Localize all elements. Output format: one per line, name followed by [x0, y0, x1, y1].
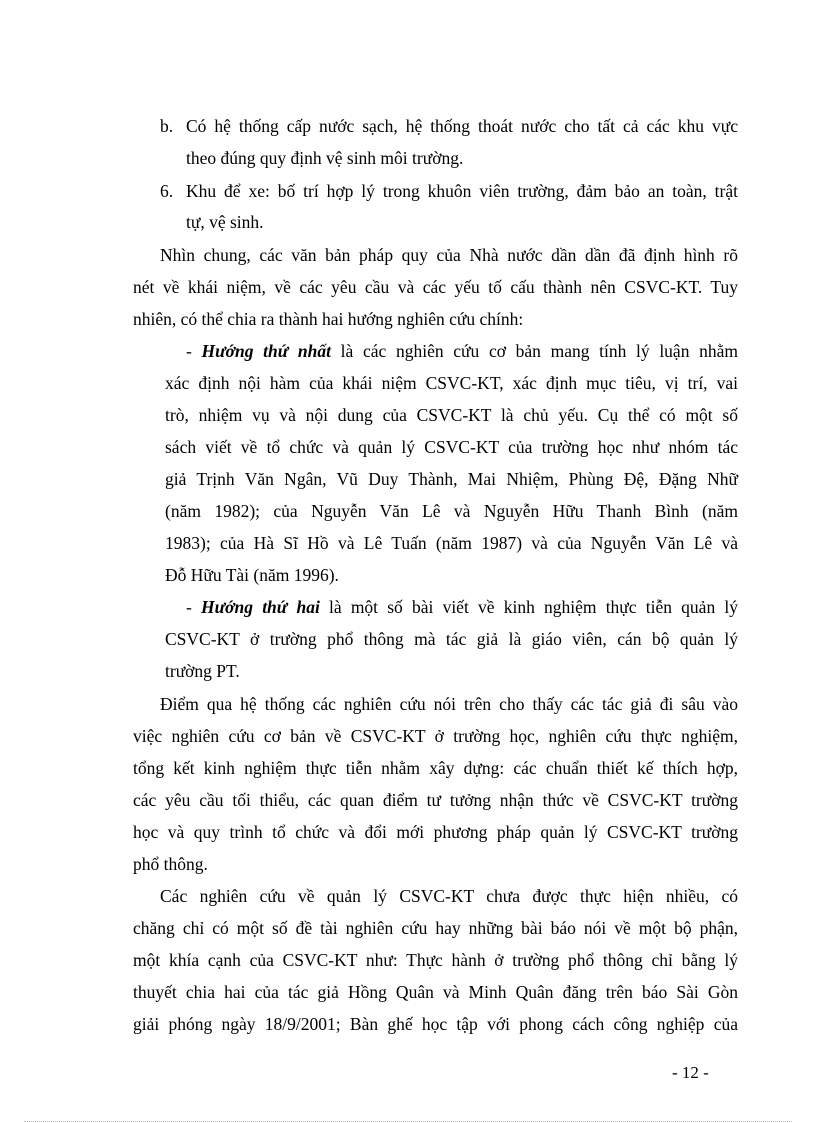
list-marker-6: 6.	[160, 181, 174, 201]
direction-1-line-8: Đỗ Hữu Tài (năm 1996).	[165, 565, 339, 585]
list-item-6-line-2: tự, vệ sinh.	[186, 212, 264, 232]
paragraph-1-line-2: nét về khái niệm, về các yêu cầu và các yếu tố cấu thành nên CSVC-KT. Tuy	[133, 277, 738, 297]
direction-1-line-2: xác định nội hàm của khái niệm CSVC-KT, xác định mục tiêu, vị trí, vai	[165, 373, 738, 393]
list-marker-b: b.	[160, 116, 174, 136]
paragraph-3-line-2: chăng chỉ có một số đề tài nghiên cứu hay những bài báo nói về một bộ phận,	[133, 918, 738, 938]
direction-1-line-1	[186, 340, 738, 362]
paragraph-1-line-3: nhiên, có thể chia ra thành hai hướng nghiên cứu chính:	[133, 309, 524, 329]
paragraph-3-line-3: một khía cạnh của CSVC-KT như: Thực hành ở trường phổ thông chỉ bằng lý	[133, 950, 738, 970]
direction-1-term: Hướng thứ nhất	[201, 341, 331, 361]
footer-dotted-divider	[24, 1121, 792, 1122]
paragraph-3-line-1: Các nghiên cứu về quản lý CSVC-KT chưa được thực hiện nhiều, có	[160, 886, 738, 906]
paragraph-3-line-4: thuyết chia hai của tác giả Hồng Quân và Minh Quân đăng trên báo Sài Gòn	[133, 982, 738, 1002]
direction-2-term: Hướng thứ hai	[201, 597, 320, 617]
direction-1-line-1-rest: là các nghiên cứu cơ bản mang tính lý luận nhằm	[331, 341, 739, 361]
paragraph-2-line-3: tổng kết kinh nghiệm thực tiễn nhằm xây dựng: các chuẩn thiết kế thích hợp,	[133, 758, 738, 778]
paragraph-1-line-1: Nhìn chung, các văn bản pháp quy của Nhà nước dần dần đã định hình rõ	[160, 245, 738, 265]
page-number: - 12 -	[672, 1063, 709, 1082]
paragraph-3-line-5: giải phóng ngày 18/9/2001; Bàn ghế học tập với phong cách công nghiệp của	[133, 1014, 738, 1034]
paragraph-2-line-4: các yêu cầu tối thiểu, các quan điểm tư tưởng nhận thức về CSVC-KT trường	[133, 790, 738, 810]
direction-1-line-6: (năm 1982); của Nguyễn Văn Lê và Nguyễn Hữu Thanh Bình (năm	[165, 501, 738, 521]
direction-1-line-3: trò, nhiệm vụ và nội dung của CSVC-KT là chủ yếu. Cụ thể có một số	[165, 405, 738, 425]
paragraph-2-line-5: học và quy trình tổ chức và đổi mới phương pháp quản lý CSVC-KT trường	[133, 822, 738, 842]
paragraph-2-line-2: việc nghiên cứu cơ bản về CSVC-KT ở trường học, nghiên cứu thực nghiệm,	[133, 726, 738, 746]
list-item-b-line-1: Có hệ thống cấp nước sạch, hệ thống thoát nước cho tất cả các khu vực	[186, 116, 738, 136]
list-item-b-line-2: theo đúng quy định vệ sinh môi trường.	[186, 148, 464, 168]
paragraph-2-line-1: Điểm qua hệ thống các nghiên cứu nói trên cho thấy các tác giả đi sâu vào	[160, 694, 738, 714]
direction-2-dash: -	[186, 597, 202, 617]
direction-2-line-3: trường PT.	[165, 661, 240, 681]
list-item-6-line-1: Khu để xe: bố trí hợp lý trong khuôn viên trường, đảm bảo an toàn, trật	[186, 181, 738, 201]
direction-1-line-4: sách viết về tổ chức và quản lý CSVC-KT của trường học như nhóm tác	[165, 437, 738, 457]
direction-1-line-5: giả Trịnh Văn Ngân, Vũ Duy Thành, Mai Nhiệm, Phùng Đệ, Đặng Nhữ	[165, 469, 738, 489]
direction-1-line-7: 1983); của Hà Sĩ Hồ và Lê Tuấn (năm 1987) và của Nguyễn Văn Lê và	[165, 533, 738, 553]
direction-2-line-1-rest: là một số bài viết về kinh nghiệm thực tiễn quản lý	[319, 597, 739, 617]
direction-2-line-1	[186, 596, 738, 618]
direction-1-dash: -	[186, 341, 202, 361]
paragraph-2-line-6: phổ thông.	[133, 854, 208, 874]
direction-2-line-2: CSVC-KT ở trường phổ thông mà tác giả là giáo viên, cán bộ quản lý	[165, 629, 738, 649]
